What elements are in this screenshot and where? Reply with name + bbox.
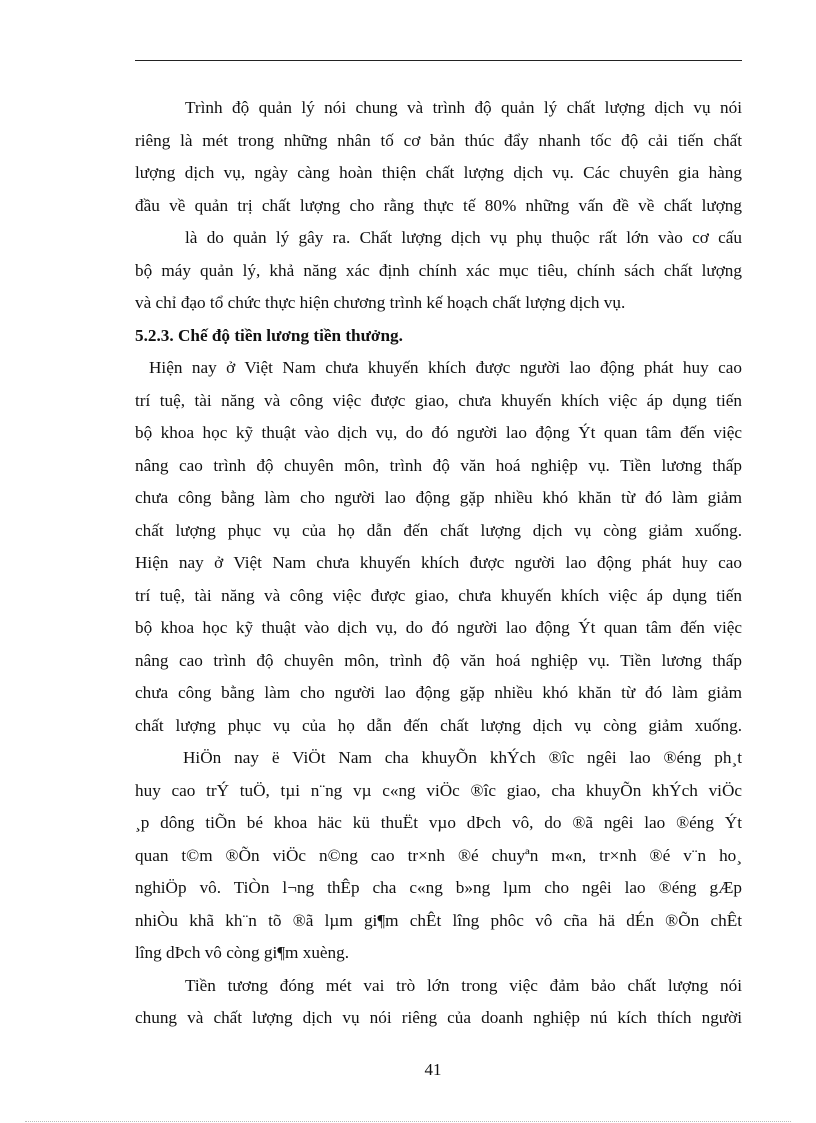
text-line: bộ khoa học kỹ thuật vào dịch vụ, do đó người lao động Ýt quan tâm đến việc: [135, 618, 742, 637]
text-line: HiÖn nay ë ViÖt Nam cha khuyÕn khÝch ®îc ngêi lao ®éng ph¸t: [183, 748, 742, 767]
text-line: Trình độ quản lý nói chung và trình độ quản lý chất lượng dịch vụ nói: [185, 98, 742, 117]
paragraph-legacy-encoding: [135, 742, 742, 970]
text-line: chất lượng phục vụ của họ dẫn đến chất lượng dịch vụ còng giảm xuống.: [135, 715, 742, 735]
text-line: nhiÒu khã kh¨n tõ ®ã lµm gi¶m chÊt lîng phôc vô cña hä dÉn ®Õn chÊt: [135, 910, 742, 930]
text-line: là do quản lý gây ra. Chất lượng dịch vụ phụ thuộc rất lớn vào cơ cấu: [185, 228, 742, 247]
text-line: lượng dịch vụ, ngày càng hoàn thiện chất lượng dịch vụ. Các chuyên gia hàng: [135, 163, 742, 182]
text-line: đầu về quản trị chất lượng cho rằng thực tế 80% những vấn đề về chất lượng: [135, 195, 742, 215]
page-number: 41: [424, 1060, 442, 1079]
text-line: chưa công bằng làm cho người lao động gặp nhiều khó khăn từ đó làm giảm: [135, 488, 742, 507]
text-line: trí tuệ, tài năng và công việc được giao, chưa khuyến khích việc áp dụng tiến: [135, 585, 742, 605]
text-line: nâng cao trình độ chuyên môn, trình độ văn hoá nghiệp vụ. Tiền lương thấp: [135, 650, 742, 670]
section-heading: 5.2.3. Chế độ tiền lương tiền thưởng.: [135, 325, 403, 345]
text-line: Tiền tương đóng mét vai trò lớn trong việc đảm bảo chất lượng nói: [185, 975, 742, 995]
text-line: bộ máy quản lý, khả năng xác định chính xác mục tiêu, chính sách chất lượng: [135, 260, 742, 280]
text-line: lîng dÞch vô còng gi¶m xuèng.: [135, 943, 350, 962]
paragraph-management-quality: [135, 92, 742, 320]
text-line: chưa công bằng làm cho người lao động gặp nhiều khó khăn từ đó làm giảm: [135, 683, 742, 702]
text-line: ¸p dông tiÕn bé khoa häc kü thuËt vµo dÞch vô, do ®ã ngêi lao ®éng Ýt: [135, 813, 742, 832]
text-line: bộ khoa học kỹ thuật vào dịch vụ, do đó người lao động Ýt quan tâm đến việc: [135, 423, 742, 442]
text-line: chất lượng phục vụ của họ dẫn đến chất lượng dịch vụ còng giảm xuống.: [135, 520, 742, 540]
text-line: Hiện nay ở Việt Nam chưa khuyến khích được người lao động phát huy cao: [135, 553, 742, 572]
text-line: chung và chất lượng dịch vụ nói riêng của doanh nghiệp nú kích thích người: [135, 1008, 742, 1027]
text-line: Hiện nay ở Việt Nam chưa khuyến khích được người lao động phát huy cao: [149, 358, 742, 377]
text-line: nghiÖp vô. TiÒn l¬ng thÊp cha c«ng b»ng lµm cho ngêi lao ®éng gÆp: [135, 878, 742, 897]
text-line: huy cao trÝ tuÖ, tµi n¨ng vµ c«ng viÖc ®îc giao, cha khuyÕn khÝch viÖc: [135, 780, 742, 800]
text-line: trí tuệ, tài năng và công việc được giao, chưa khuyến khích việc áp dụng tiến: [135, 390, 742, 410]
page-body: [135, 92, 742, 1035]
paragraph-wage-role: [135, 970, 742, 1035]
text-line: riêng là mét trong những nhân tố cơ bản thúc đẩy nhanh tốc độ cải tiến chất: [135, 130, 742, 150]
header-rule: [135, 60, 742, 61]
text-line: và chỉ đạo tổ chức thực hiện chương trình kế hoạch chất lượng dịch vụ.: [135, 293, 626, 312]
text-line: quan t©m ®Õn viÖc n©ng cao tr×nh ®é chuyªn m«n, tr×nh ®é v¨n ho¸: [135, 845, 742, 865]
text-line: nâng cao trình độ chuyên môn, trình độ văn hoá nghiệp vụ. Tiền lương thấp: [135, 455, 742, 475]
page-border: [25, 1121, 791, 1122]
paragraph-wage-policy: [135, 352, 742, 742]
